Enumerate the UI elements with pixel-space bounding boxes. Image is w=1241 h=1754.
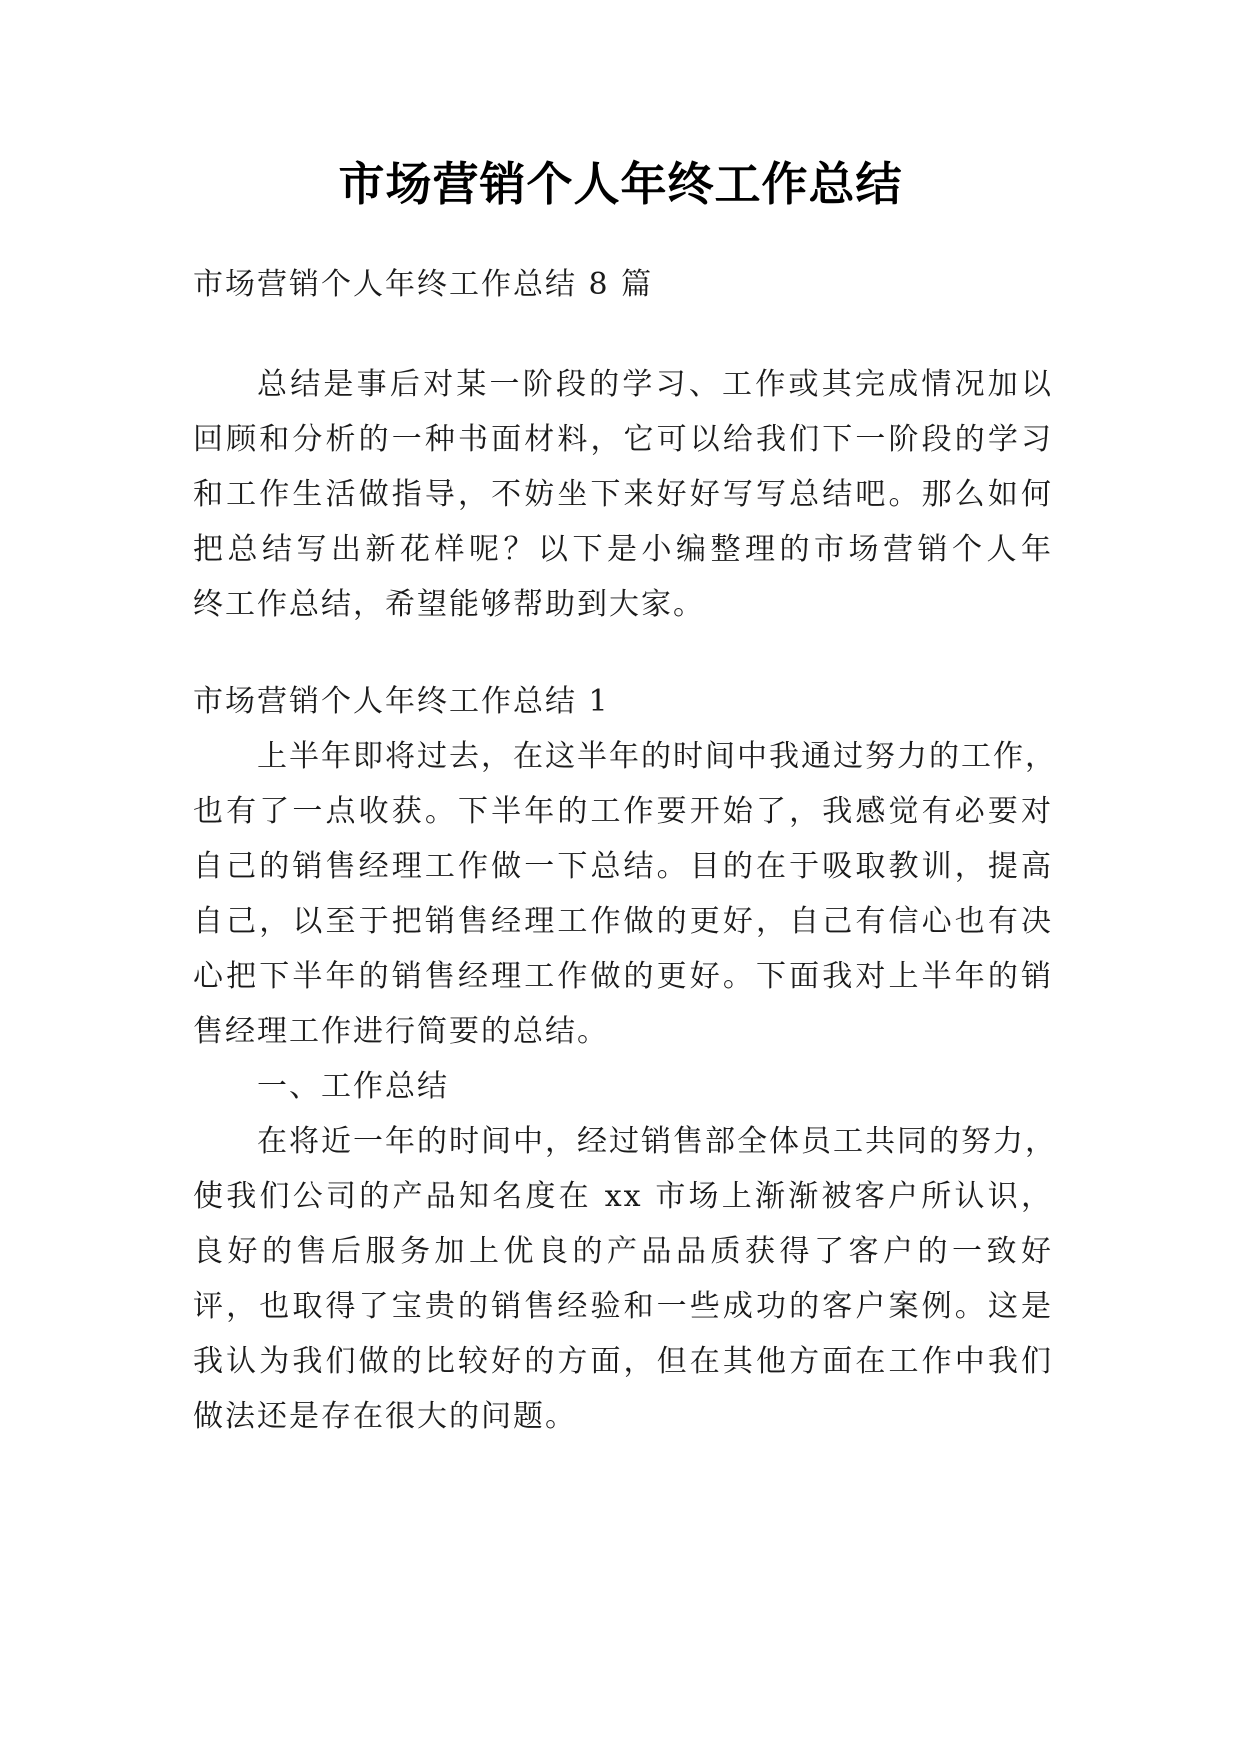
paragraph-line: 使我们公司的产品知名度在 xx 市场上渐渐被客户所认识， bbox=[193, 1179, 1053, 1214]
section-heading: 市场营销个人年终工作总结 1 bbox=[193, 684, 610, 719]
intro-line: 总结是事后对某一阶段的学习、工作或其完成情况加以 bbox=[257, 367, 1053, 402]
paragraph-line: 良好的售后服务加上优良的产品品质获得了客户的一致好 bbox=[193, 1234, 1053, 1269]
intro-line: 把总结写出新花样呢？以下是小编整理的市场营销个人年 bbox=[193, 532, 1053, 567]
intro-line: 和工作生活做指导，不妨坐下来好好写写总结吧。那么如何 bbox=[193, 477, 1053, 512]
paragraph-line: 做法还是存在很大的问题。 bbox=[193, 1399, 577, 1434]
paragraph-line: 上半年即将过去，在这半年的时间中我通过努力的工作， bbox=[257, 739, 1057, 774]
paragraph-line: 我认为我们做的比较好的方面，但在其他方面在工作中我们 bbox=[193, 1344, 1053, 1379]
paragraph-line: 在将近一年的时间中，经过销售部全体员工共同的努力， bbox=[257, 1124, 1057, 1159]
paragraph-line: 心把下半年的销售经理工作做的更好。下面我对上半年的销 bbox=[193, 959, 1053, 994]
paragraph-line: 自己，以至于把销售经理工作做的更好，自己有信心也有决 bbox=[193, 904, 1053, 939]
intro-line: 回顾和分析的一种书面材料，它可以给我们下一阶段的学习 bbox=[193, 422, 1053, 457]
paragraph-line: 也有了一点收获。下半年的工作要开始了，我感觉有必要对 bbox=[193, 794, 1053, 829]
document-subtitle: 市场营销个人年终工作总结 8 篇 bbox=[193, 267, 654, 302]
intro-line: 终工作总结，希望能够帮助到大家。 bbox=[193, 587, 705, 622]
document-title: 市场营销个人年终工作总结 bbox=[338, 157, 903, 211]
paragraph-line: 售经理工作进行简要的总结。 bbox=[193, 1014, 609, 1049]
paragraph-line: 评，也取得了宝贵的销售经验和一些成功的客户案例。这是 bbox=[193, 1289, 1053, 1324]
subheading: 一、工作总结 bbox=[257, 1069, 449, 1104]
paragraph-line: 自己的销售经理工作做一下总结。目的在于吸取教训，提高 bbox=[193, 849, 1053, 884]
